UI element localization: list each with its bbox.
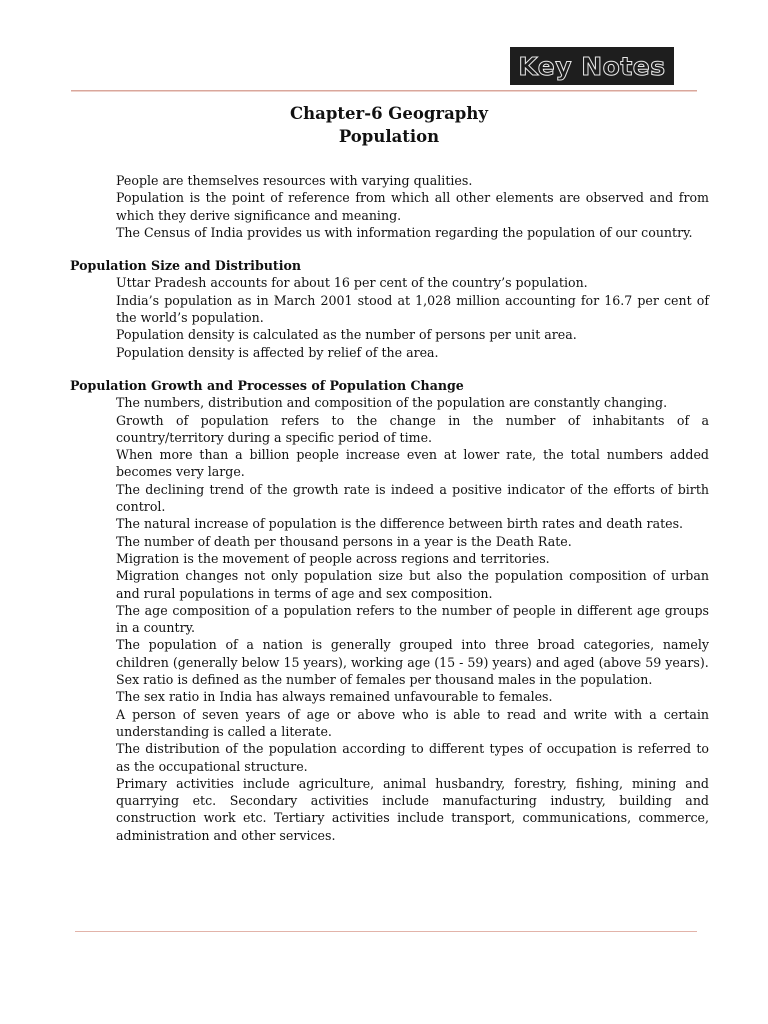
header-divider (71, 90, 697, 92)
section-paragraph: Growth of population refers to the change in the number of inhabitants of a country/territory during a specific period of time. (116, 412, 709, 445)
section-paragraph: A person of seven years of age or above who is able to read and write with a certain understanding is called a literate. (116, 706, 709, 739)
section-heading: Population Growth and Processes of Population Change (70, 377, 464, 393)
section-paragraph: The declining trend of the growth rate is indeed a positive indicator of the efforts of birth control. (116, 481, 709, 515)
section-paragraph: India’s population as in March 2001 stood at 1,028 million accounting for 16.7 per cent of the world’s population. (116, 292, 709, 326)
intro-paragraph: Population is the point of reference from which all other elements are observed and from which they derive significance and meaning. (116, 190, 709, 223)
section-paragraph: Primary activities include agriculture, animal husbandry, forestry, fishing, mining and quarrying etc. Secondary activities include manufacturing industry, building and construction work etc. Tertiary activities include transport, communications, commerce, administration and other services. (116, 775, 709, 843)
section-paragraph: Sex ratio is defined as the number of females per thousand males in the population. (116, 672, 653, 688)
footer-divider (75, 931, 697, 932)
badge-label: Key Notes (518, 51, 666, 81)
section-paragraph: The age composition of a population refers to the number of people in different age groups in a country. (116, 602, 709, 636)
document-body (70, 172, 709, 844)
section-paragraph: Migration changes not only population size but also the population composition of urban and rural populations in terms of age and sex composition. (116, 568, 709, 601)
spacer (70, 361, 709, 377)
section-paragraph: The sex ratio in India has always remained unfavourable to females. (116, 689, 553, 705)
topic-title: Population (338, 127, 440, 146)
key-notes-badge (510, 47, 674, 85)
section-paragraph: The population of a nation is generally grouped into three broad categories, namely children (generally below 15 years), working age (15 - 59) years) and aged (above 59 years). (116, 637, 709, 670)
section-paragraph: When more than a billion people increase even at lower rate, the total numbers added becomes very large. (116, 447, 709, 480)
section-paragraph: The numbers, distribution and composition of the population are constantly changing. (116, 395, 668, 411)
intro-paragraph: People are themselves resources with varying qualities. (116, 173, 473, 188)
section-heading: Population Size and Distribution (70, 258, 302, 274)
chapter-title: Chapter-6 Geography (290, 104, 488, 123)
section-paragraph: The natural increase of population is the difference between birth rates and death rates. (116, 516, 684, 532)
section-paragraph: The distribution of the population according to different types of occupation is referred to as the occupational structure. (116, 741, 709, 774)
spacer (70, 241, 709, 257)
section-paragraph: Migration is the movement of people across regions and territories. (116, 550, 550, 566)
section-paragraph: Uttar Pradesh accounts for about 16 per cent of the country’s population. (116, 275, 588, 291)
intro-paragraph: The Census of India provides us with information regarding the population of our country. (116, 224, 693, 240)
section-paragraph: The number of death per thousand persons in a year is the Death Rate. (116, 533, 572, 549)
section-paragraph: Population density is affected by relief of the area. (116, 344, 439, 360)
section-paragraph: Population density is calculated as the number of persons per unit area. (116, 327, 577, 343)
